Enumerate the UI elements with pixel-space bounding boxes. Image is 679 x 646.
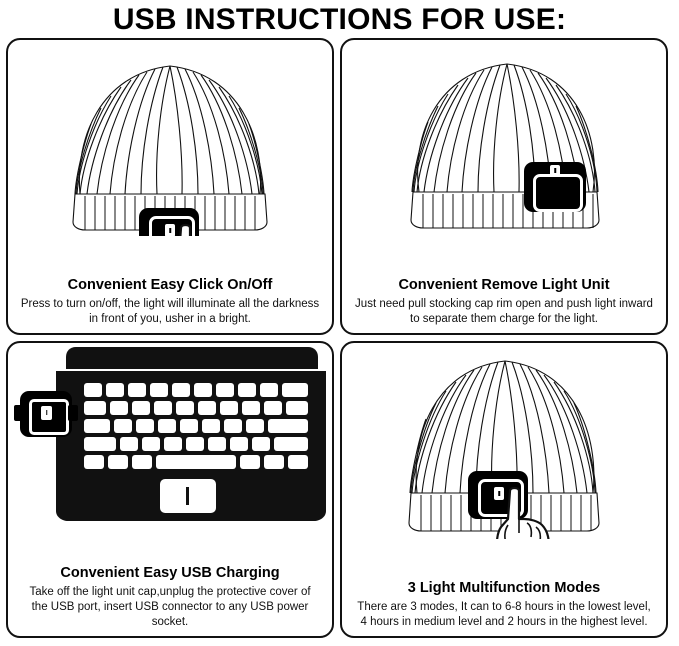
- beanie-hat-drawing: [379, 44, 629, 234]
- hand-svg: [492, 485, 558, 539]
- panel-caption: [342, 276, 666, 327]
- panel-caption: [342, 579, 666, 630]
- power-button[interactable]: [550, 165, 560, 176]
- beanie-hat-drawing: [45, 44, 295, 234]
- panel-body: Just need pull stocking cap rim open and push light inward to separate them charge for the light.: [355, 298, 653, 325]
- power-button[interactable]: [41, 406, 52, 420]
- hand-svg: [163, 222, 229, 236]
- beanie-hat-icon: [379, 44, 629, 236]
- panel-body: There are 3 modes, It can to 6-8 hours in the lowest level, 4 hours in medium level and 2 hours in the highest level.: [357, 601, 651, 628]
- panel-title: Convenient Remove Light Unit: [398, 277, 610, 293]
- page-title: USB INSTRUCTIONS FOR USE:: [112, 3, 567, 36]
- illustration-beanie-click: [8, 40, 332, 236]
- panel-click-on-off: [6, 38, 334, 335]
- panel-grid: [6, 38, 673, 638]
- panel-caption: [8, 276, 332, 327]
- illustration-beanie-modes: [342, 343, 666, 539]
- illustration-beanie-remove-unit: [342, 40, 666, 236]
- panel-body: Press to turn on/off, the light will illuminate all the darkness in front of you, usher in a bright.: [20, 298, 320, 325]
- usb-light-unit: [20, 391, 72, 437]
- panel-title: Convenient Easy Click On/Off: [67, 277, 273, 293]
- pointing-hand-icon: [163, 222, 229, 236]
- light-unit: [524, 162, 586, 212]
- panel-title: Convenient Easy USB Charging: [60, 565, 280, 581]
- light-lens: [533, 174, 583, 212]
- panel-multifunction-modes: [340, 341, 668, 638]
- panel-usb-charging: [6, 341, 334, 638]
- panel-caption: [8, 564, 332, 630]
- laptop-icon: [8, 343, 332, 539]
- panel-title: 3 Light Multifunction Modes: [407, 580, 601, 596]
- panel-body: Take off the light unit cap,unplug the protective cover of the USB port, insert USB connector to any USB power socket.: [29, 586, 311, 628]
- panel-remove-light-unit: [340, 38, 668, 335]
- laptop-drawing: [8, 343, 332, 539]
- illustration-laptop-usb: [8, 343, 332, 539]
- usb-prong-left: [14, 405, 24, 421]
- pointing-hand-icon: [492, 485, 558, 539]
- usb-prong-right: [68, 405, 78, 421]
